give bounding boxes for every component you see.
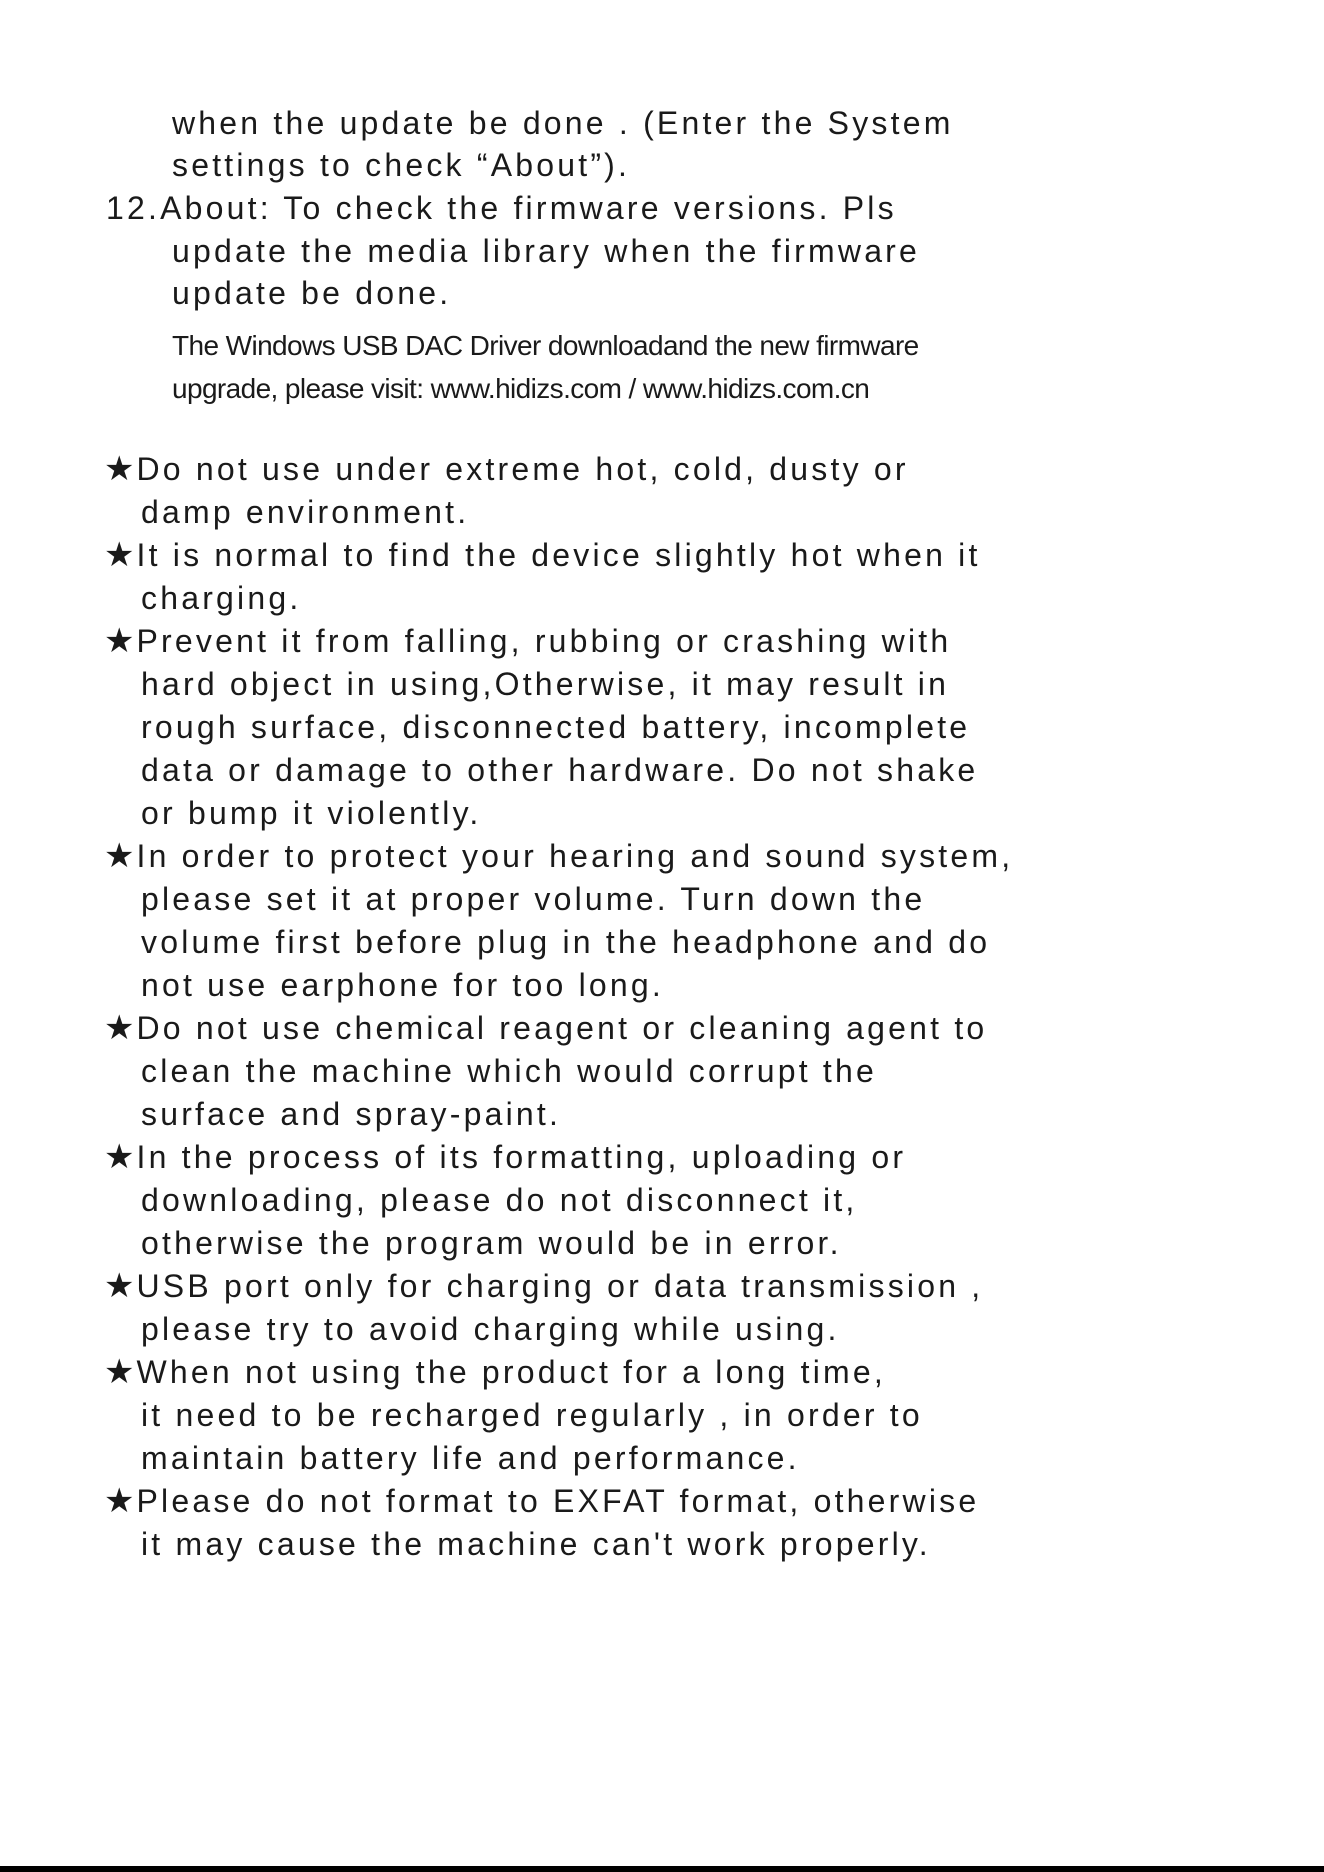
warning-6-line-1: ★In the process of its formatting, uploading or [104, 1138, 907, 1176]
warning-8-line-3: maintain battery life and performance. [141, 1440, 800, 1476]
star-icon: ★ [104, 1138, 135, 1176]
warning-6-line-2: downloading, please do not disconnect it, [141, 1182, 858, 1218]
warning-5-line-3: surface and spray-paint. [141, 1096, 562, 1132]
star-icon: ★ [104, 837, 135, 875]
warning-6-line-3: otherwise the program would be in error. [141, 1225, 842, 1261]
continuation-line-1: when the update be done . (Enter the System [172, 105, 954, 141]
continuation-line-2: settings to check “About”). [172, 147, 631, 183]
warning-4-line-1: ★In order to protect your hearing and sound system, [104, 837, 1014, 875]
driver-download-line-2: upgrade, please visit: www.hidizs.com / www.hidizs.com.cn [172, 373, 870, 404]
page-bottom-rule [0, 1866, 1324, 1872]
warning-8-line-1: ★When not using the product for a long time, [104, 1353, 886, 1391]
driver-download-line-1: The Windows USB DAC Driver downloadand the new firmware [172, 330, 919, 361]
warning-5-line-2: clean the machine which would corrupt the [141, 1053, 877, 1089]
warning-2-line-2: charging. [141, 580, 302, 616]
warning-9-line-1: ★Please do not format to EXFAT format, otherwise [104, 1482, 980, 1520]
star-icon: ★ [104, 1009, 135, 1047]
warning-1-line-2: damp environment. [141, 494, 470, 530]
warning-3-line-3: rough surface, disconnected battery, incomplete [141, 709, 971, 745]
warning-2-line-1: ★It is normal to find the device slightly hot when it [104, 536, 981, 574]
warning-3-line-1: ★Prevent it from falling, rubbing or crashing with [104, 622, 952, 660]
warning-7-line-2: please try to avoid charging while using. [141, 1311, 840, 1347]
star-icon: ★ [104, 1267, 135, 1305]
warning-4-line-2: please set it at proper volume. Turn down the [141, 881, 926, 917]
warning-4-line-3: volume first before plug in the headphone and do [141, 924, 991, 960]
about-item-line-2: update the media library when the firmware [172, 233, 921, 269]
warning-9-line-2: it may cause the machine can't work properly. [141, 1526, 931, 1562]
star-icon: ★ [104, 622, 135, 660]
star-icon: ★ [104, 1482, 135, 1520]
warning-5-line-1: ★Do not use chemical reagent or cleaning agent to [104, 1009, 988, 1047]
star-icon: ★ [104, 1353, 135, 1391]
about-item-line-1: 12.About: To check the firmware versions. Pls [106, 190, 897, 226]
warning-3-line-5: or bump it violently. [141, 795, 482, 831]
warning-4-line-4: not use earphone for too long. [141, 967, 664, 1003]
star-icon: ★ [104, 450, 135, 488]
warning-3-line-4: data or damage to other hardware. Do not shake [141, 752, 979, 788]
warning-3-line-2: hard object in using,Otherwise, it may result in [141, 666, 950, 702]
warning-7-line-1: ★USB port only for charging or data transmission , [104, 1267, 984, 1305]
star-icon: ★ [104, 536, 135, 574]
warning-1-line-1: ★Do not use under extreme hot, cold, dusty or [104, 450, 909, 488]
about-item-line-3: update be done. [172, 275, 452, 311]
warning-8-line-2: it need to be recharged regularly , in order to [141, 1397, 923, 1433]
